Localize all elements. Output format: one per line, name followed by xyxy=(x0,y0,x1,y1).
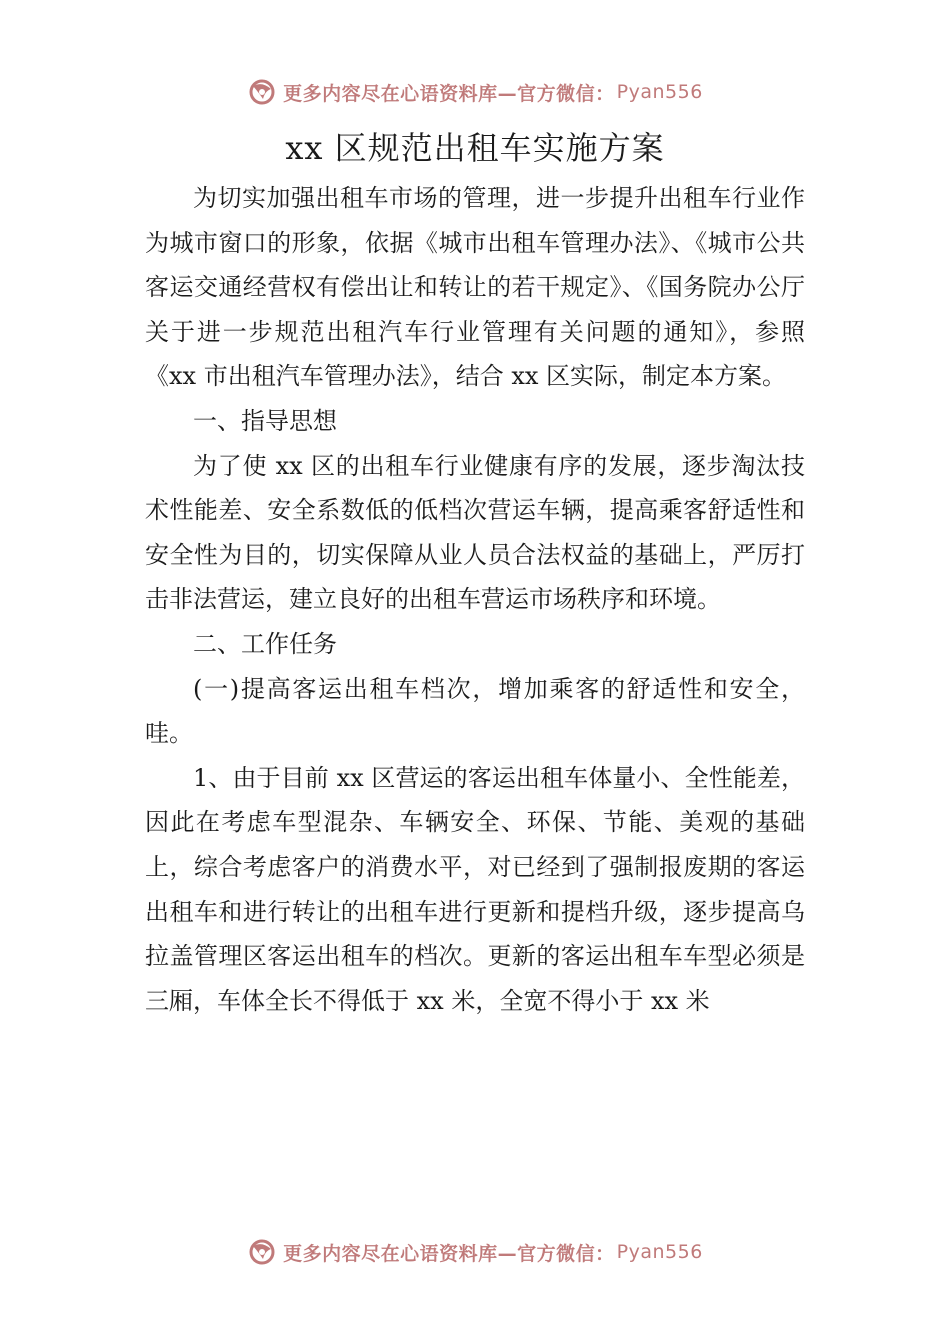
section-heading-guiding-ideology: 一、指导思想 xyxy=(193,406,337,435)
watermark-text: 更多内容尽在心语资料库—官方微信： xyxy=(283,82,615,105)
guiding-ideology-paragraph: 为了使 xx 区的出租车行业健康有序的发展，逐步淘汰技术性能差、安全系数低的低档次营运车辆，提高乘客舒适性和安全性为目的，切实保障从业人员合法权益的基础上，严厉打击非法营运，建立良好的出租车营运市场秩序和环境。 xyxy=(145,451,805,614)
section-heading-work-tasks: 二、工作任务 xyxy=(193,629,337,658)
subsection-heading-1: (一)提高客运出租车档次，增加乘客的舒适性和安全，哇。 xyxy=(145,674,805,748)
intro-paragraph: 为切实加强出租车市场的管理，进一步提升出租车行业作为城市窗口的形象，依据《城市出租车管理办法》、《城市公共客运交通经营权有偿出让和转让的若干规定》、《国务院办公厅关于进一步规范出租汽车行业管理有关问题的通知》，参照《xx 市出租汽车管理办法》，结合 xx 区实际，制定本方案。 xyxy=(145,184,805,391)
watermark-footer xyxy=(0,1232,950,1272)
document-title: xx 区规范出租车实施方案 xyxy=(285,129,665,167)
watermark-wechat-id: Pyan556 xyxy=(616,81,703,103)
document-body xyxy=(145,176,805,1023)
task-item-1-paragraph: 1、由于目前 xx 区营运的客运出租车体量小、全性能差，因此在考虑车型混杂、车辆安全、环保、节能、美观的基础上，综合考虑客户的消费水平，对已经到了强制报废期的客运出租车和进行转让的出租车进行更新和提档升级，逐步提高乌拉盖管理区客运出租车的档次。更新的客运出租车车型必须是三厢，车体全长不得低于 xx 米，全宽不得小于 xx 米 xyxy=(145,763,805,1015)
watermark-header xyxy=(0,72,950,112)
watermark-logo-icon xyxy=(247,1237,277,1267)
watermark-text: 更多内容尽在心语资料库—官方微信： xyxy=(283,1242,615,1265)
watermark-wechat-id: Pyan556 xyxy=(616,1241,703,1263)
watermark-logo-icon xyxy=(247,77,277,107)
